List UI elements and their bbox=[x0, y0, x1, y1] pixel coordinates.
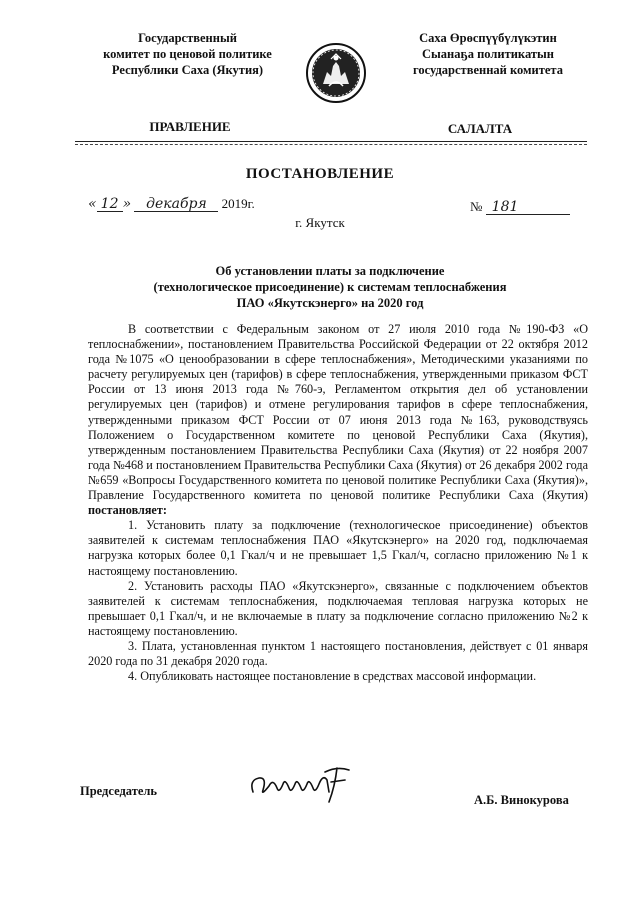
handwritten-signature bbox=[245, 762, 365, 804]
title-line: (технологическое присоединение) к системам теплоснабжения bbox=[153, 280, 507, 294]
coat-of-arms-icon bbox=[305, 42, 367, 104]
document-type-heading: ПОСТАНОВЛЕНИЕ bbox=[245, 166, 395, 182]
signatory-name: А.Б. Винокурова bbox=[474, 793, 569, 807]
preamble-paragraph bbox=[88, 322, 588, 518]
document-title bbox=[90, 263, 570, 311]
date-day: 12 bbox=[97, 197, 123, 212]
resolves-word: постановляет: bbox=[88, 503, 167, 518]
header-right-line: Сыанаҕа политикатын bbox=[422, 47, 554, 61]
board-label-right: САЛАЛТА bbox=[447, 121, 513, 136]
signatory-position: Председатель bbox=[80, 784, 158, 798]
resolution-item: 3. Плата, установленная пунктом 1 настоящего постановления, действует с 01 января 2020 года по 31 декабря 2020 года. bbox=[88, 638, 588, 669]
header-right-line: государственнай комитета bbox=[413, 63, 563, 77]
header-divider bbox=[75, 141, 587, 142]
document-number bbox=[470, 199, 570, 215]
header-right-line: Саха Өрөспүүбүлүкэтин bbox=[419, 31, 557, 45]
title-line: ПАО «Якутскэнерго» на 2020 год bbox=[236, 296, 424, 310]
header-left-block bbox=[80, 30, 295, 78]
resolution-item: 4. Опубликовать настоящее постановление в средствах массовой информации. bbox=[128, 669, 537, 684]
resolution-item: 1. Установить плату за подключение (технологическое присоединение) объектов заявителей к системам теплоснабжения ПАО «Якутскэнерго» на 2020 год, подключаемая нагрузка которых более 0,1 Гкал/ч и не превышает 1,5 Гкал/ч, согласно приложению №1 к настоящему постановлению. bbox=[88, 518, 588, 578]
header-left-line: комитет по ценовой политике bbox=[103, 47, 272, 61]
header-left-line: Государственный bbox=[138, 31, 237, 45]
date-year: 2019г. bbox=[221, 196, 255, 211]
preamble-text: В соответствии с Федеральным законом от 27 июля 2010 года №190-ФЗ «О теплоснабжении», постановлением Правительства Российской Федерации от 22 октября 2012 года №1075 «О ценообразовании в сфере теплоснабжения», Методическими указаниями по расчету регулируемых цен (тарифов) в сфере теплоснабжения, утвержденными приказом ФСТ России от 13 июня 2013 года №760-э, Регламентом открытия дел об установлении регулируемых цен (тарифов) и отмене регулирования тарифов в сфере теплоснабжения, утвержденными приказом ФСТ России от 07 июня 2013 года №163, руководствуясь Положением о Государственном комитете по ценовой Республики Саха (Якутия), утвержденным постановлением Правительства Республики Саха (Якутия) от 22 ноября 2007 года №468 и постановлением Правительства Республики Саха (Якутия) от 26 декабря 2002 года №659 «Вопросы Государственного комитета по ценовой политике Республики Саха (Якутия)», Правление Государственного комитета по ценовой политике Республики Саха (Якутия) bbox=[88, 322, 588, 503]
title-line: Об установлении платы за подключение bbox=[215, 264, 445, 278]
number-label: № bbox=[470, 199, 483, 214]
resolution-item: 2. Установить расходы ПАО «Якутскэнерго», связанные с подключением объектов заявителей к системам теплоснабжения, подключаемая тепловая нагрузка которых не превышает 0,1 Гкал/ч, и не включаемые в плату за подключение согласно приложению №2 к настоящему постановлению. bbox=[88, 578, 588, 638]
date-month: декабря bbox=[134, 197, 218, 212]
number-value: 181 bbox=[486, 200, 570, 215]
document-body bbox=[88, 322, 588, 684]
document-city: г. Якутск bbox=[295, 215, 345, 230]
document-date bbox=[88, 196, 255, 212]
header-divider-secondary bbox=[75, 144, 587, 145]
date-open-quote: « bbox=[88, 196, 97, 212]
date-close-quote: » bbox=[122, 196, 132, 212]
header-right-block bbox=[388, 30, 588, 78]
header-left-line: Республики Саха (Якутия) bbox=[111, 63, 264, 77]
board-label-left: ПРАВЛЕНИЕ bbox=[149, 119, 231, 134]
